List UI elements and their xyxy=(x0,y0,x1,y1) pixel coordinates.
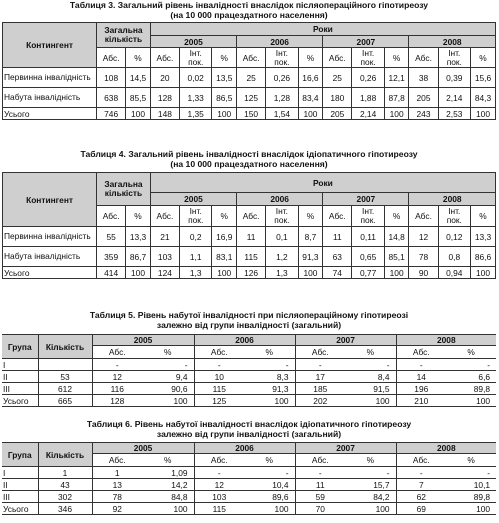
pct-header: % xyxy=(471,206,496,227)
cell: 108 xyxy=(97,68,126,88)
cell: 91,3 xyxy=(244,383,295,395)
abs-header: Абс. xyxy=(409,48,438,68)
cell: 84,8 xyxy=(142,491,194,503)
cell: 414 xyxy=(97,267,126,279)
cell: 196 xyxy=(396,383,446,395)
year-header: 2006 xyxy=(237,193,323,206)
pct-header: % xyxy=(345,346,396,359)
cell: 100 xyxy=(345,395,396,407)
cell: 63 xyxy=(323,247,352,267)
cell: 205 xyxy=(409,88,438,108)
table3-subtitle: (на 10 000 працездатного населення) xyxy=(170,9,328,20)
cell: 210 xyxy=(396,395,446,407)
table-row xyxy=(2,383,496,395)
cell: 0,77 xyxy=(352,267,384,279)
pct-header: % xyxy=(244,346,295,359)
pct-header: % xyxy=(244,454,295,467)
cell: 12,1 xyxy=(384,68,409,88)
cell: 1,88 xyxy=(352,88,384,108)
cell: 12 xyxy=(409,227,438,247)
cell: 638 xyxy=(97,88,126,108)
year-header: 2006 xyxy=(194,443,295,454)
cell: 86,6 xyxy=(471,247,496,267)
cell: 78 xyxy=(409,247,438,267)
cell: 359 xyxy=(97,247,126,267)
cell: 100 xyxy=(212,108,237,120)
year-header: 2005 xyxy=(150,36,236,48)
year-header: 2007 xyxy=(323,193,409,206)
table-row xyxy=(3,88,496,108)
pct-header: % xyxy=(446,454,496,467)
row-label: III xyxy=(2,491,38,503)
cell: 86,5 xyxy=(212,88,237,108)
cell: - xyxy=(194,359,244,371)
cell: 116 xyxy=(92,383,142,395)
cell: 665 xyxy=(38,395,92,407)
year-header: 2007 xyxy=(295,443,396,454)
table-row xyxy=(3,227,496,247)
table-row xyxy=(2,491,496,503)
row-label: Набута інвалідність xyxy=(3,88,97,108)
table6-title: Таблиця 6. Рівень набутої інвалідності внаслідок ідіопатичного гіпотиреозу xyxy=(86,419,412,429)
abs-header: Абс. xyxy=(150,48,179,68)
total-header: Загальна кількість xyxy=(97,23,151,48)
abs-header: Абс. xyxy=(396,454,446,467)
cell: 74 xyxy=(323,267,352,279)
cell: 55 xyxy=(97,227,126,247)
pct-header: % xyxy=(345,454,396,467)
cell: 62 xyxy=(396,491,446,503)
cell: 16,6 xyxy=(298,68,323,88)
cell: - xyxy=(396,467,446,479)
row-label: Усього xyxy=(3,267,97,279)
pct-header: % xyxy=(384,206,409,227)
cell: 13,3 xyxy=(471,227,496,247)
qty-header: Кількість xyxy=(38,443,92,467)
row-label: I xyxy=(2,467,38,479)
cell: 84,2 xyxy=(345,491,396,503)
pct-header: % xyxy=(446,346,496,359)
cell: - xyxy=(295,359,345,371)
row-label: Первинна інвалідність xyxy=(3,68,97,88)
cell: 148 xyxy=(150,108,179,120)
pct-header: % xyxy=(212,48,237,68)
cell: 2,14 xyxy=(352,108,384,120)
year-header: 2008 xyxy=(396,335,496,346)
cell: 100 xyxy=(244,503,295,515)
cell: 2,14 xyxy=(438,88,470,108)
table6 xyxy=(2,442,496,515)
pct-header: % xyxy=(298,206,323,227)
table4-block xyxy=(2,150,496,279)
table-row xyxy=(3,68,496,88)
cell: 100 xyxy=(298,108,323,120)
abs-header: Абс. xyxy=(194,454,244,467)
cell: 12 xyxy=(92,371,142,383)
cell: 128 xyxy=(92,395,142,407)
row-label: III xyxy=(2,383,38,395)
cell: 16,9 xyxy=(212,227,237,247)
cell: 0,26 xyxy=(352,68,384,88)
cell: 0,94 xyxy=(438,267,470,279)
year-header: 2006 xyxy=(237,36,323,48)
cell: 9,4 xyxy=(142,371,194,383)
cell: 100 xyxy=(384,267,409,279)
cell: 0,2 xyxy=(179,227,211,247)
cell: - xyxy=(396,359,446,371)
cell: 53 xyxy=(38,371,92,383)
cell: 13 xyxy=(92,479,142,491)
pct-header: % xyxy=(298,48,323,68)
cell: 13,5 xyxy=(212,68,237,88)
abs-header: Абс. xyxy=(237,206,266,227)
cell: 100 xyxy=(126,267,151,279)
row-label: Усього xyxy=(3,108,97,120)
pct-header: % xyxy=(142,454,194,467)
cell: - xyxy=(92,359,142,371)
abs-header: Абс. xyxy=(194,346,244,359)
cell: 69 xyxy=(396,503,446,515)
cell: 2,53 xyxy=(438,108,470,120)
table-row xyxy=(3,247,496,267)
cell: 14,5 xyxy=(126,68,151,88)
table4 xyxy=(2,172,496,279)
cell: 0,65 xyxy=(352,247,384,267)
abs-header: Абс. xyxy=(396,346,446,359)
cell: 125 xyxy=(237,88,266,108)
table3 xyxy=(2,22,496,120)
row-label: Набута інвалідність xyxy=(3,247,97,267)
cell: 43 xyxy=(38,479,92,491)
cell: 0,02 xyxy=(179,68,211,88)
cell: 8,7 xyxy=(298,227,323,247)
int-header: Інт. пок. xyxy=(266,48,298,68)
cell: 1,54 xyxy=(266,108,298,120)
year-header: 2007 xyxy=(295,335,396,346)
table-row xyxy=(2,371,496,383)
group-header: Група xyxy=(2,335,38,359)
cell: 103 xyxy=(194,491,244,503)
cell: 1,28 xyxy=(266,88,298,108)
cell: - xyxy=(295,467,345,479)
cell: 12 xyxy=(194,479,244,491)
cell: 202 xyxy=(295,395,345,407)
cell: 13,3 xyxy=(126,227,151,247)
row-label: Первинна інвалідність xyxy=(3,227,97,247)
cell: 8,4 xyxy=(345,371,396,383)
cell: 85,1 xyxy=(384,247,409,267)
cell: - xyxy=(142,359,194,371)
cell: 346 xyxy=(38,503,92,515)
cell: 11 xyxy=(237,227,266,247)
cell: 1 xyxy=(92,467,142,479)
cell: 84,3 xyxy=(471,88,496,108)
cell: 100 xyxy=(384,108,409,120)
abs-header: Абс. xyxy=(150,206,179,227)
cell: 91,5 xyxy=(345,383,396,395)
pct-header: % xyxy=(126,48,151,68)
cell: 1,2 xyxy=(266,247,298,267)
cell: 115 xyxy=(194,383,244,395)
table3-title: Таблиця 3. Загальний рівень інвалідності внаслідок післяопераційного гіпотиреозу xyxy=(69,0,429,10)
cell: 87,8 xyxy=(384,88,409,108)
cell: 89,6 xyxy=(244,491,295,503)
cell: 243 xyxy=(409,108,438,120)
cell: 100 xyxy=(471,108,496,120)
pct-header: % xyxy=(212,206,237,227)
table5-title: Таблиця 5. Рівень набутої інвалідності при післяопераційному гіпотиреозі xyxy=(89,310,409,320)
row-label: II xyxy=(2,371,38,383)
cell: 15,7 xyxy=(345,479,396,491)
year-header: 2008 xyxy=(409,193,496,206)
cell: 83,4 xyxy=(298,88,323,108)
int-header: Інт. пок. xyxy=(438,48,470,68)
cell: 0,11 xyxy=(352,227,384,247)
cell: 59 xyxy=(295,491,345,503)
cell: 100 xyxy=(126,108,151,120)
year-header: 2008 xyxy=(396,443,496,454)
table-row xyxy=(2,503,496,515)
table5-subtitle: залежно від групи інвалідності (загальний) xyxy=(156,319,342,330)
cell: - xyxy=(446,467,496,479)
cell: 6,6 xyxy=(446,371,496,383)
cell: 14,8 xyxy=(384,227,409,247)
cell: 7 xyxy=(396,479,446,491)
cell: 124 xyxy=(150,267,179,279)
cell: 100 xyxy=(142,395,194,407)
row-label: Усього xyxy=(2,503,38,515)
cell: 0,12 xyxy=(438,227,470,247)
cell: 10,4 xyxy=(244,479,295,491)
cell: 90,6 xyxy=(142,383,194,395)
cell: 0,26 xyxy=(266,68,298,88)
cell: 205 xyxy=(323,108,352,120)
qty-header: Кількість xyxy=(38,335,92,359)
pct-header: % xyxy=(384,48,409,68)
years-header: Роки xyxy=(150,23,495,36)
cell: 1,3 xyxy=(266,267,298,279)
contingent-header: Контингент xyxy=(3,173,97,227)
cell: 100 xyxy=(446,395,496,407)
cell: 100 xyxy=(298,267,323,279)
int-header: Інт. пок. xyxy=(438,206,470,227)
cell: 89,8 xyxy=(446,383,496,395)
abs-header: Абс. xyxy=(92,346,142,359)
year-header: 2005 xyxy=(92,443,194,454)
cell: 15,6 xyxy=(471,68,496,88)
table3-block xyxy=(2,1,496,120)
year-header: 2007 xyxy=(323,36,409,48)
year-header: 2005 xyxy=(92,335,194,346)
cell: 17 xyxy=(295,371,345,383)
year-header: 2008 xyxy=(409,36,496,48)
contingent-header: Контингент xyxy=(3,23,97,68)
cell xyxy=(38,359,92,371)
years-header: Роки xyxy=(150,173,495,193)
table4-title: Таблиця 4. Загальний рівень інвалідності внаслідок ідіопатичного гіпотиреозу xyxy=(80,149,418,159)
cell: - xyxy=(446,359,496,371)
cell: 100 xyxy=(212,267,237,279)
cell: 8,3 xyxy=(244,371,295,383)
table6-subtitle: залежно від групи інвалідності (загальний) xyxy=(156,428,342,439)
cell: 100 xyxy=(471,267,496,279)
cell: 1,1 xyxy=(179,247,211,267)
cell: 90 xyxy=(409,267,438,279)
cell: 126 xyxy=(237,267,266,279)
cell: 70 xyxy=(295,503,345,515)
cell: 83,1 xyxy=(212,247,237,267)
cell: 150 xyxy=(237,108,266,120)
table-row xyxy=(2,467,496,479)
cell: 0,8 xyxy=(438,247,470,267)
cell: 21 xyxy=(150,227,179,247)
cell: 25 xyxy=(323,68,352,88)
table-row xyxy=(2,479,496,491)
int-header: Інт. пок. xyxy=(179,206,211,227)
row-label: I xyxy=(2,359,38,371)
total-header: Загальна кількість xyxy=(97,173,151,206)
cell: 1,09 xyxy=(142,467,194,479)
table-row xyxy=(3,108,496,120)
year-header: 2006 xyxy=(194,335,295,346)
abs-header: Абс. xyxy=(295,454,345,467)
table-row xyxy=(3,267,496,279)
cell: 0,39 xyxy=(438,68,470,88)
cell: - xyxy=(244,467,295,479)
cell: 20 xyxy=(150,68,179,88)
cell: 115 xyxy=(237,247,266,267)
cell: 100 xyxy=(446,503,496,515)
cell: - xyxy=(244,359,295,371)
table4-subtitle: (на 10 000 працездатного населення) xyxy=(170,158,328,169)
cell: 92 xyxy=(92,503,142,515)
cell: 100 xyxy=(244,395,295,407)
year-header: 2005 xyxy=(150,193,236,206)
cell: - xyxy=(194,467,244,479)
cell: 14 xyxy=(396,371,446,383)
cell: 1 xyxy=(38,467,92,479)
cell: 302 xyxy=(38,491,92,503)
pct-header: % xyxy=(126,206,151,227)
abs-header: Абс. xyxy=(97,48,126,68)
cell: 11 xyxy=(323,227,352,247)
abs-header: Абс. xyxy=(409,206,438,227)
cell: 10,1 xyxy=(446,479,496,491)
abs-header: Абс. xyxy=(97,206,126,227)
pct-header: % xyxy=(471,48,496,68)
group-header: Група xyxy=(2,443,38,467)
abs-header: Абс. xyxy=(92,454,142,467)
cell: 103 xyxy=(150,247,179,267)
cell: - xyxy=(345,467,396,479)
cell: 612 xyxy=(38,383,92,395)
cell: 125 xyxy=(194,395,244,407)
cell: 185 xyxy=(295,383,345,395)
abs-header: Абс. xyxy=(323,48,352,68)
cell: 14,2 xyxy=(142,479,194,491)
row-label: Усього xyxy=(2,395,38,407)
cell: 128 xyxy=(150,88,179,108)
int-header: Інт. пок. xyxy=(266,206,298,227)
abs-header: Абс. xyxy=(323,206,352,227)
table5 xyxy=(2,334,496,407)
cell: 10 xyxy=(194,371,244,383)
table6-block xyxy=(2,420,496,515)
row-label: II xyxy=(2,479,38,491)
cell: 11 xyxy=(295,479,345,491)
int-header: Інт. пок. xyxy=(352,206,384,227)
int-header: Інт. пок. xyxy=(179,48,211,68)
cell: 100 xyxy=(345,503,396,515)
cell: 180 xyxy=(323,88,352,108)
table5-block xyxy=(2,311,496,407)
abs-header: Абс. xyxy=(237,48,266,68)
cell: 25 xyxy=(237,68,266,88)
cell: 1,33 xyxy=(179,88,211,108)
cell: 89,8 xyxy=(446,491,496,503)
cell: 1,3 xyxy=(179,267,211,279)
abs-header: Абс. xyxy=(295,346,345,359)
cell: 0,1 xyxy=(266,227,298,247)
cell: 38 xyxy=(409,68,438,88)
cell: 115 xyxy=(194,503,244,515)
cell: 86,7 xyxy=(126,247,151,267)
cell: 78 xyxy=(92,491,142,503)
cell: 91,3 xyxy=(298,247,323,267)
cell: 85,5 xyxy=(126,88,151,108)
cell: 1,35 xyxy=(179,108,211,120)
cell: 100 xyxy=(142,503,194,515)
table-row xyxy=(2,359,496,371)
pct-header: % xyxy=(142,346,194,359)
int-header: Інт. пок. xyxy=(352,48,384,68)
cell: 746 xyxy=(97,108,126,120)
cell: - xyxy=(345,359,396,371)
table-row xyxy=(2,395,496,407)
